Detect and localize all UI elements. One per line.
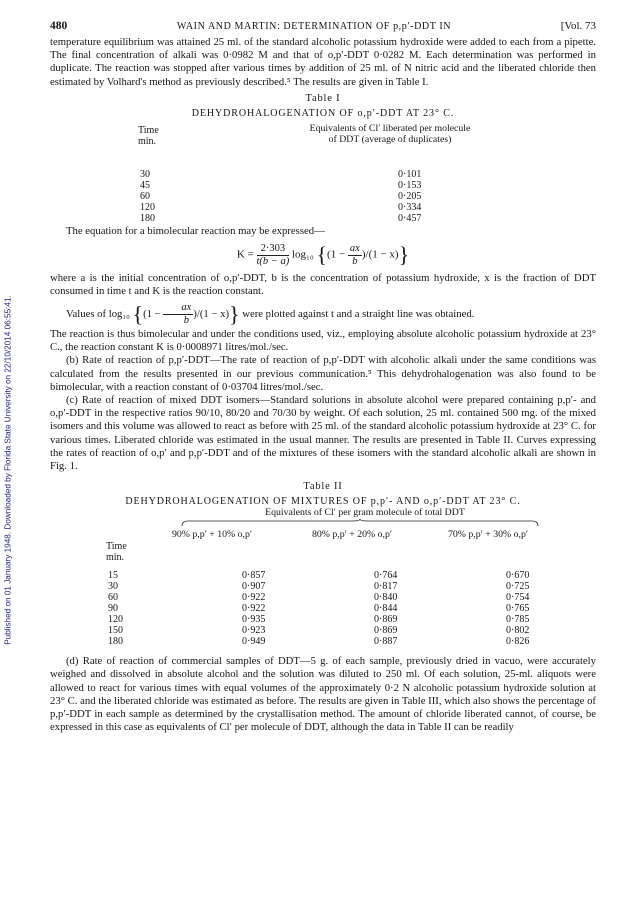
table2-caption: Table II	[303, 481, 343, 493]
paragraph-section-c: (c) Rate of reaction of mixed DDT isomers—Standard solutions in absolute alcohol were prepared containing p,p′- and o,p′-DDT in the respective ratios 90/10, 80/20 and 70/30 by weight. Of each solution, 25 ml. contained 500 mg. of the mixed isomers and this volume was allowed to react as before with 25 ml. of the standard alcoholic potassium hydroxide at 23° C. for various times. Liberated chloride was estimated in the usual manner. The results are presented in Table II. Curves expressing the rates of reaction of o,p′ and p,p′-DDT and of the mixtures of these isomers with the standard alcoholic alkali are shown in Fig. 1.	[50, 393, 596, 472]
paragraph-definitions: where a is the initial concentration of o,p′-DDT, b is the concentration of potassium hydroxide, x is the fraction of DDT consumed in time t and K is the reaction constant.	[50, 272, 596, 298]
table2-col3-header: 70% p,p′ + 30% o,p′	[448, 529, 529, 541]
table-row: 120 0·935 0·869 0·785	[108, 614, 530, 626]
rate-equation: K = $\frac{2\cdot 303}{t(b - a)}$ log₁₀ {(1 − $\frac{ax}{b}$ )/(1 − x)}	[236, 242, 410, 268]
paragraph-section-b: (b) Rate of reaction of p,p′-DDT—The rate of reaction of p,p′-DDT with alcoholic alkali under the same conditions was calculated from the results presented in our previous communication.⁵ This dehydrohalogenation was also found to be bimolecular, with a reaction constant of 0·03704 litres/mol./sec.	[50, 354, 596, 393]
table-row: 90 0·922 0·844 0·765	[108, 603, 530, 615]
table1-caption: Table I	[305, 92, 341, 104]
paragraph-intro: temperature equilibrium was attained 25 ml. of the standard alcoholic potassium hydroxide were added to each from a pipette. The final concentration of alkali was 0·0982 M and that of o,p′-DDT 0·0282 M. Each determination was performed in duplicate. The reaction was stopped after various times by addition of 25 ml. of N nitric acid and the liberated chloride then estimated by Volhard's method as previously described.⁵ The results are given in Table I.	[50, 36, 596, 88]
table2-col1-header: 90% p,p′ + 10% o,p′	[172, 529, 253, 541]
table-row: 120 0·334	[140, 201, 422, 213]
table-row: 180 0·949 0·887 0·826	[108, 636, 530, 648]
paragraph-plot: Values of log₁₀ {(1 − $\frac{ax}{b}$ )/(1 − x)} were plotted against t and a straight line was obtained.	[66, 301, 475, 327]
table-row: 30 0·101	[140, 168, 422, 180]
table-row: 15 0·857 0·764 0·670	[108, 570, 530, 582]
table-row: 60 0·922 0·840 0·754	[108, 592, 530, 604]
page-number: 480	[50, 20, 68, 32]
paragraph-section-d: (d) Rate of reaction of commercial samples of DDT—5 g. of each sample, previously dried in vacuo, were accurately weighed and dissolved in absolute alcohol and the solution was diluted to 250 ml. Of each solution, 25-ml. aliquots were allowed to react for various times with equal volumes of the approximately 0·2 N alcoholic potassium hydroxide solution at 23° C. and the liberated chloride was estimated as before. The results are given in Table III, which also shows the percentage of p,p′-DDT in each sample as determined by the crystallisation method. The amount of chloride liberated cannot, of course, be expressed in this case as equivalents of Cl′ per molecule of DDT, although the data in Table II can be readily	[50, 655, 596, 734]
table2-time-header: Time min.	[106, 541, 127, 564]
table-row: 60 0·205	[140, 190, 422, 202]
provenance-text: Published on 01 January 1948. Downloaded by Florida State University on 22/10/2014 06:55:41.	[3, 295, 13, 645]
table1-title: DEHYDROHALOGENATION OF o,p′-DDT AT 23° C.	[191, 107, 455, 119]
table1	[50, 119, 596, 225]
volume-label: [Vol. 73	[560, 20, 596, 32]
table2-title: DEHYDROHALOGENATION OF MIXTURES OF p,p′- AND o,p′-DDT AT 23° C.	[125, 496, 521, 508]
running-title: WAIN AND MARTIN: DETERMINATION OF p,p′-DDT IN	[176, 21, 452, 32]
table2	[50, 507, 596, 655]
table2-eq-header: Equivalents of Cl′ per gram molecule of total DDT	[265, 507, 465, 519]
paragraph-reaction-constant: The reaction is thus bimolecular and under the conditions used, viz., employing absolute alcoholic potassium hydroxide at 23° C., the reaction constant K is 0·0008971 litres/mol./sec.	[50, 327, 596, 354]
table1-eq-header: Equivalents of Cl′ liberated per molecule of DDT (average of duplicates)	[309, 122, 471, 145]
table-row: 30 0·907 0·817 0·725	[108, 581, 530, 593]
page-header	[50, 20, 596, 36]
paper-page	[50, 20, 596, 734]
table-row: 180 0·457	[140, 212, 422, 224]
table1-time-header: Time min.	[138, 124, 159, 147]
provenance-sidebar	[1, 130, 15, 810]
table-row: 45 0·153	[140, 179, 422, 191]
brace-line	[180, 519, 540, 527]
table2-col2-header: 80% p,p′ + 20% o,p′	[312, 529, 393, 541]
table-row: 150 0·923 0·869 0·802	[108, 625, 530, 637]
paragraph-equation-intro: The equation for a bimolecular reaction may be expressed—	[66, 224, 325, 237]
